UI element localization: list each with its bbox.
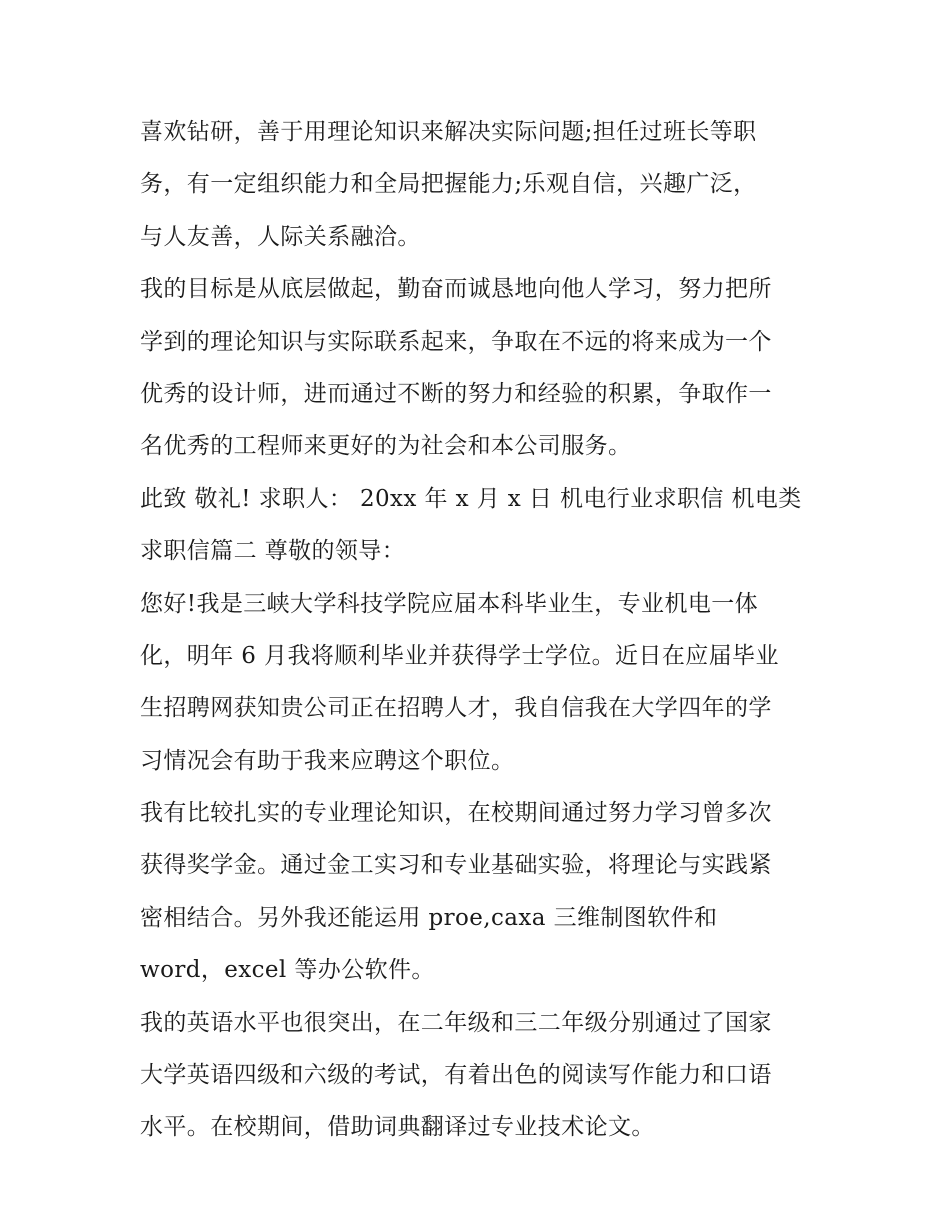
text-line: 生招聘网获知贵公司正在招聘人才，我自信我在大学四年的学 — [140, 695, 772, 722]
text-line: 化，明年 6 月我将顺利毕业并获得学士学位。近日在应届毕业 — [140, 642, 779, 669]
text-line: 水平。在校期间，借助词典翻译过专业技术论文。 — [140, 1114, 655, 1141]
text-line: 密相结合。另外我还能运用 proe,caxa 三维制图软件和 — [140, 904, 718, 931]
text-line: 名优秀的工程师来更好的为社会和本公司服务。 — [140, 433, 632, 460]
text-line: 与人友善，人际关系融洽。 — [140, 223, 421, 250]
text-line: word，excel 等办公软件。 — [140, 957, 435, 984]
text-line: 我的英语水平也很突出，在二年级和三二年级分别通过了国家 — [140, 1009, 772, 1036]
text-line: 学到的理论知识与实际联系起来，争取在不远的将来成为一个 — [140, 328, 772, 355]
text-line: 优秀的设计师，进而通过不断的努力和经验的积累，争取作一 — [140, 380, 772, 407]
document-body — [140, 106, 840, 1154]
text-line: 我有比较扎实的专业理论知识，在校期间通过努力学习曾多次 — [140, 800, 772, 827]
text-line: 大学英语四级和六级的考试，有着出色的阅读写作能力和口语 — [140, 1062, 772, 1089]
text-line: 此致 敬礼! 求职人： 20xx 年 x 月 x 日 机电行业求职信 机电类 — [140, 485, 802, 512]
text-line: 习情况会有助于我来应聘这个职位。 — [140, 747, 515, 774]
text-line: 喜欢钻研，善于用理论知识来解决实际问题;担任过班长等职 — [140, 119, 757, 145]
text-line: 求职信篇二 尊敬的领导： — [140, 538, 406, 565]
text-line: 获得奖学金。通过金工实习和专业基础实验，将理论与实践紧 — [140, 852, 772, 879]
text-line: 务，有一定组织能力和全局把握能力;乐观自信，兴趣广泛， — [140, 171, 757, 198]
text-line: 我的目标是从底层做起，勤奋而诚恳地向他人学习，努力把所 — [140, 276, 772, 303]
text-line: 您好!我是三峡大学科技学院应届本科毕业生，专业机电一体 — [140, 590, 759, 617]
